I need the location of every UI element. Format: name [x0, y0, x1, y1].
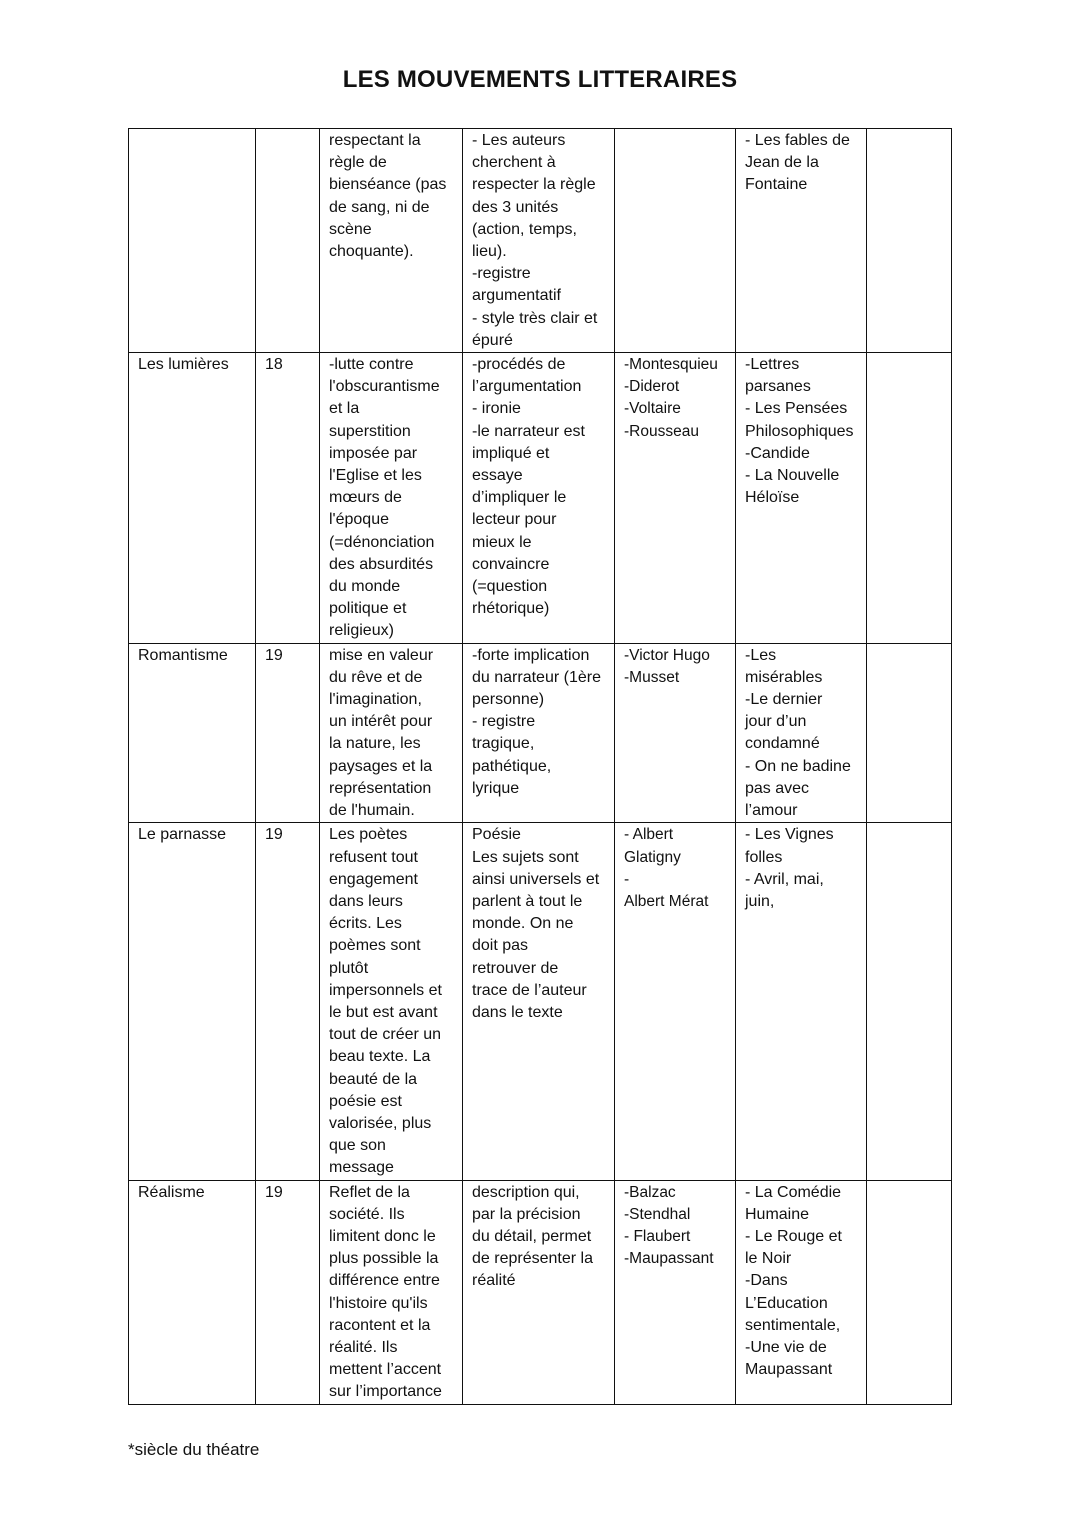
century-cell: 19 — [256, 823, 320, 1180]
table-row — [129, 1180, 952, 1404]
extra-cell — [867, 1180, 952, 1404]
characteristics-cell: Les poètes refusent tout engagement dans leurs écrits. Les poèmes sont plutôt impersonnels et le but est avant tout de créer un beau texte. La beauté de la poésie est valorisée, plus que son message — [320, 823, 463, 1180]
movement-cell: Réalisme — [129, 1180, 256, 1404]
table-row — [129, 643, 952, 823]
movement-cell: Les lumières — [129, 353, 256, 644]
century-cell — [256, 129, 320, 353]
style-cell: description qui, par la précision du détail, permet de représenter la réalité — [463, 1180, 615, 1404]
century-cell: 18 — [256, 353, 320, 644]
movement-cell: Romantisme — [129, 643, 256, 823]
style-cell: - Les auteurs cherchent à respecter la règle des 3 unités (action, temps, lieu). -registre argumentatif - style très clair et épuré — [463, 129, 615, 353]
works-cell: - Les Vignes folles - Avril, mai, juin, — [736, 823, 867, 1180]
movement-cell — [129, 129, 256, 353]
extra-cell — [867, 643, 952, 823]
century-cell: 19 — [256, 643, 320, 823]
extra-cell — [867, 353, 952, 644]
footnote: *siècle du théatre — [128, 1440, 260, 1459]
characteristics-cell: -lutte contre l'obscurantisme et la superstition imposée par l'Eglise et les mœurs de l'époque (=dénonciation des absurdités du monde politique et religieux) — [320, 353, 463, 644]
movement-cell: Le parnasse — [129, 823, 256, 1180]
extra-cell — [867, 823, 952, 1180]
characteristics-cell: Reflet de la société. Ils limitent donc le plus possible la différence entre l'histoire qu'ils racontent et la réalité. Ils mettent l’accent sur l’importance — [320, 1180, 463, 1404]
authors-cell: -Victor Hugo -Musset — [615, 643, 736, 823]
characteristics-cell: mise en valeur du rêve et de l'imagination, un intérêt pour la nature, les paysages et la représentation de l'humain. — [320, 643, 463, 823]
style-cell: -forte implication du narrateur (1ère personne) - registre tragique, pathétique, lyrique — [463, 643, 615, 823]
works-cell: -Lettres parsanes - Les Pensées Philosophiques -Candide - La Nouvelle Héloïse — [736, 353, 867, 644]
authors-cell — [615, 129, 736, 353]
authors-cell: - Albert Glatigny - Albert Mérat — [615, 823, 736, 1180]
works-cell: - La Comédie Humaine - Le Rouge et le Noir -Dans L’Education sentimentale, -Une vie de Maupassant — [736, 1180, 867, 1404]
authors-cell: -Montesquieu -Diderot -Voltaire -Rousseau — [615, 353, 736, 644]
century-cell: 19 — [256, 1180, 320, 1404]
table-row — [129, 129, 952, 353]
table-row — [129, 823, 952, 1180]
literary-movements-table — [128, 128, 952, 1405]
works-cell: -Les misérables -Le dernier jour d’un condamné - On ne badine pas avec l’amour — [736, 643, 867, 823]
table-row — [129, 353, 952, 644]
characteristics-cell: respectant la règle de bienséance (pas de sang, ni de scène choquante). — [320, 129, 463, 353]
page-title: LES MOUVEMENTS LITTERAIRES — [342, 66, 738, 93]
authors-cell: -Balzac -Stendhal - Flaubert -Maupassant — [615, 1180, 736, 1404]
extra-cell — [867, 129, 952, 353]
style-cell: -procédés de l’argumentation - ironie -le narrateur est impliqué et essaye d’impliquer le lecteur pour mieux le convaincre (=question rhétorique) — [463, 353, 615, 644]
style-cell: Poésie Les sujets sont ainsi universels et parlent à tout le monde. On ne doit pas retrouver de trace de l’auteur dans le texte — [463, 823, 615, 1180]
works-cell: - Les fables de Jean de la Fontaine — [736, 129, 867, 353]
